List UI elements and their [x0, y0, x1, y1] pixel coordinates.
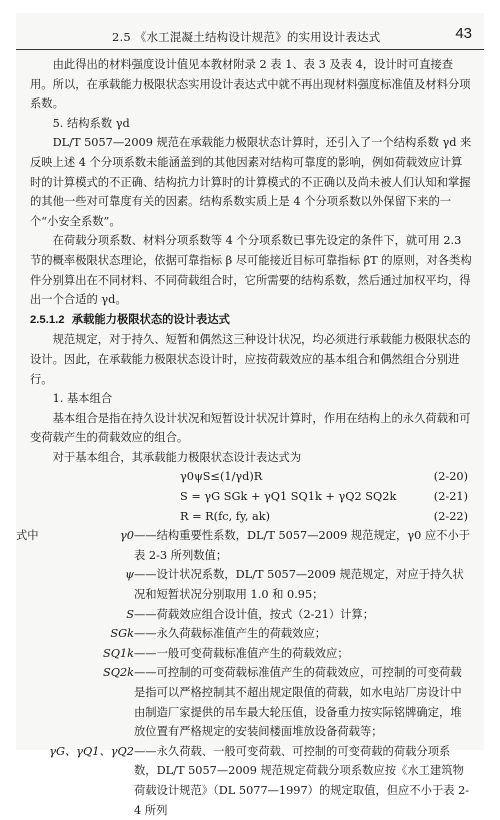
page-number: 43 — [455, 25, 472, 42]
equation-2-22 — [30, 507, 472, 527]
definition-text: ——可控制的可变荷载标准值产生的荷载效应，可控制的可变荷载是指可以严格控制其不超出规定限值的荷载，如水电站厂房设计中由制造厂家提供的吊车最大轮压值，设备重力按实际铭牌确定，堆放位置有严格规定的安装间楼面堆放设备荷载等； — [134, 666, 462, 739]
definition-row — [30, 605, 472, 625]
definition-symbol: γG、γQ1、γQ2 — [49, 744, 134, 758]
definition-row — [30, 663, 472, 741]
definition-row — [30, 644, 472, 664]
definition-symbol: ψ — [125, 568, 134, 582]
subsection-title: 承载能力极限状态的设计表达式 — [71, 311, 230, 326]
definition-text: ——永久荷载、一般可变荷载、可控制的可变荷载的荷载分项系数，DL/T 5057—2009 规范规定荷载分项系数应按《水工建筑物荷载设计规范》（DL 5077—1997）的规定取值，但应不小于表 2-4 所列 — [134, 744, 470, 817]
symbol-definitions — [16, 526, 472, 820]
equation-number: (2-20) — [433, 470, 468, 484]
equation-number: (2-22) — [433, 509, 468, 523]
definition-text: ——荷载效应组合设计值，按式（2-21）计算； — [134, 607, 375, 621]
paragraph: 对于基本组合，其承载能力极限状态设计表达式为 — [52, 450, 302, 464]
book-page — [16, 13, 484, 817]
definition-symbol: S — [126, 607, 134, 621]
paragraph: 由此得出的材料强度设计值见本教材附录 2 表 1、表 3 及表 4，设计时可直接查用。所以，在承载能力极限状态实用设计表达式中就不再出现材料强度标准值及材料分项系数。 — [30, 58, 471, 111]
definition-symbol: SQ2k — [102, 666, 134, 680]
paragraph: 基本组合是指在持久设计状况和短暂设计状况计算时，作用在结构上的永久荷载和可变荷载产生的荷载效应的组合。 — [30, 411, 471, 445]
definition-row — [16, 526, 472, 565]
equation-body: S = γG SGk + γQ1 SQ1k + γQ2 SQ2k — [180, 490, 397, 504]
definition-text: ——设计状况系数，DL/T 5057—2009 规范规定，对应于持久状况和短暂状况分别取用 1.0 和 0.95； — [134, 568, 464, 602]
equation-body: γ0ψS≤(1/γd)R — [180, 470, 263, 484]
page-body — [16, 55, 472, 820]
definition-row — [30, 742, 472, 820]
subsection-heading — [30, 310, 472, 331]
running-header — [16, 13, 484, 50]
equation-2-20 — [30, 467, 472, 487]
definition-row — [30, 565, 472, 604]
definition-text: ——一般可变荷载标准值产生的荷载效应； — [134, 646, 349, 660]
paragraph: 在荷载分项系数、材料分项系数等 4 个分项系数已事先设定的条件下，就可用 2.3 节的概率极限状态理论，依据可靠指标 β 尽可能接近目标可靠指标 βT 的原则，对各类构件分别算出在不同材料、不同荷载组合时，它所需要的结构系数，然后通过加权平均，得出一个合适的 γd。 — [30, 234, 472, 307]
paragraph: DL/T 5057—2009 规范在承载能力极限状态计算时，还引入了一个结构系数 γd 来反映上述 4 个分项系数未能涵盖到的其他因素对结构可靠度的影响，例如荷载效应计算时的计算模式的不正确、结构抗力计算时的计算模式的不正确以及尚未被人们认知和掌握的其他一些对可靠度有关的因素。结构系数实质上是 4 个分项系数以外保留下来的一个“小安全系数”。 — [30, 136, 472, 228]
equation-number: (2-21) — [433, 490, 468, 504]
subsection-number: 2.5.1.2 — [30, 313, 65, 326]
equation-body: R = R(fc, fy, ak) — [180, 509, 270, 523]
definition-row — [30, 624, 472, 644]
definition-symbol: SQ1k — [102, 646, 134, 660]
definition-text: ——永久荷载标准值产生的荷载效应； — [134, 627, 327, 641]
section-heading: 5. 结构系数 γd — [52, 116, 130, 130]
definitions-lead: 式中 — [16, 529, 39, 543]
definition-symbol: 式中 γ0 — [30, 526, 134, 565]
definition-text: ——结构重要性系数，DL/T 5057—2009 规范规定，γ0 应不小于表 2-3 所列数值； — [134, 529, 471, 562]
section-heading: 1. 基本组合 — [52, 392, 113, 406]
definition-symbol: SGk — [110, 627, 134, 641]
header-title: 2.5 《水工混凝土结构设计规范》的实用设计表达式 — [112, 30, 381, 44]
equation-2-21 — [30, 487, 472, 507]
paragraph: 规范规定，对于持久、短暂和偶然这三种设计状况，均必须进行承载能力极限状态的设计。因此，在承载能力极限状态设计时，应按荷载效应的基本组合和偶然组合分别进行。 — [30, 333, 471, 386]
